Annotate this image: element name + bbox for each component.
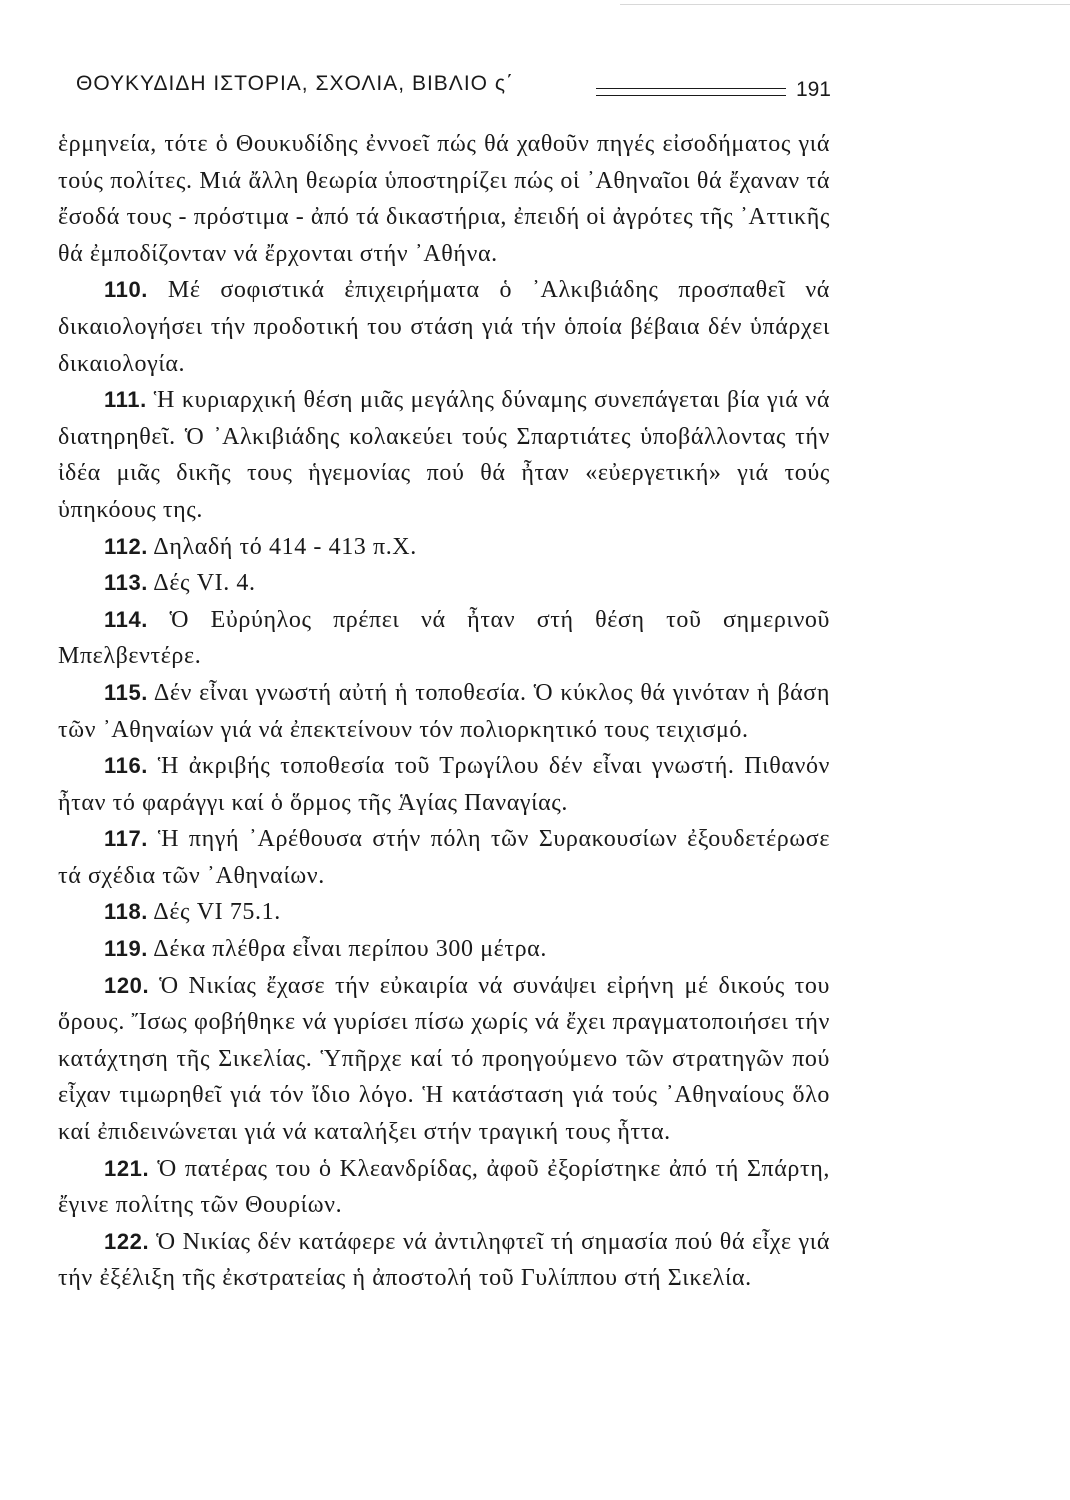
intro-paragraph: ἑρμηνεία, τότε ὁ Θουκυδίδης ἐννοεῖ πώς θά χαθοῦν πηγές εἰσοδήματος γιά τούς πολίτες. Μιά ἄλλη θεωρία ὑποστηρίζει πώς οἱ ᾿Αθηναῖοι θά ἔχαναν τά ἔσοδά τους - πρόστιμα - ἀπό τά δικαστήρια, ἐπειδή οἱ ἀγρότες τῆς ᾿Αττικῆς θά ἐμποδίζονταν νά ἔρχονται στήν ᾿Αθήνα. [58,131,830,267]
note-text: Ἡ πηγή ᾿Αρέθουσα στήν πόλη τῶν Συρακουσίων ἐξουδετέρωσε τά σχέδια τῶν ᾿Αθηναίων. [58,826,830,889]
note-number: 118. [104,899,149,925]
note-number: 116. [104,753,149,779]
note-text: Δές VI. 4. [153,570,256,597]
note-text: Δηλαδή τό 414 - 413 π.Χ. [153,533,417,560]
note-number: 121. [104,1155,150,1181]
note-paragraph [58,1224,830,1297]
note-paragraph [58,1151,830,1224]
note-number: 110. [104,277,149,303]
note-number: 113. [104,570,149,596]
note-number: 122. [104,1228,150,1254]
note-number: 119. [104,936,149,962]
note-paragraph [58,565,830,602]
note-paragraph [58,968,830,1151]
notes-list [58,272,830,1297]
note-text: Ἡ ἀκριβής τοποθεσία τοῦ Τρωγίλου δέν εἶναι γνωστή. Πιθανόν ἦταν τό φαράγγι καί ὁ ὅρμος τῆς Ἁγίας Παναγίας. [58,753,830,816]
note-text: Ὁ Νικίας ἔχασε τήν εὐκαιρία νά συνάψει εἰρήνη μέ δικούς του ὅρους. Ἴσως φοβήθηκε νά γυρίσει πίσω χωρίς νά ἔχει πραγματοποιήσει τήν κατάχτηση τῆς Σικελίας. Ὑπῆρχε καί τό προηγούμενο τῶν στρατηγῶν πού εἶχαν τιμωρηθεῖ γιά τόν ἴδιο λόγο. Ἡ κατάσταση γιά τούς ᾿Αθηναίους ὅλο καί ἐπιδεινώνεται γιά νά καταλήξει στήν τραγική τους ἧττα. [58,972,830,1146]
note-paragraph [58,529,830,566]
note-paragraph [58,748,830,821]
note-text: Ὁ πατέρας του ὁ Κλεανδρίδας, ἀφοῦ ἐξορίστηκε ἀπό τή Σπάρτη, ἔγινε πολίτης τῶν Θουρίων. [58,1155,830,1219]
scan-edge-line [620,4,1070,5]
note-number: 112. [104,533,149,559]
note-text: Ὁ Εὐρύηλος πρέπει νά ἦταν στή θέση τοῦ σημερινοῦ Μπελβεντέρε. [58,606,830,670]
note-paragraph [58,272,830,382]
page-header [76,66,831,106]
note-number: 120. [104,972,150,998]
note-paragraph [58,602,830,675]
note-paragraph [58,675,830,748]
note-number: 114. [104,606,149,632]
note-number: 117. [104,826,149,852]
notes-body [58,126,830,1297]
note-text: Ἡ κυριαρχική θέση μιᾶς μεγάλης δύναμης συνεπάγεται βία γιά νά διατηρηθεῖ. Ὁ ᾿Αλκιβιάδης κολακεύει τούς Σπαρτιάτες ὑποβάλλοντας τήν ἰδέα μιᾶς δικῆς τους ἡγεμονίας πού θά ἦταν «εὐεργετική» γιά τούς ὑπηκόους της. [58,387,830,523]
note-text: Μέ σοφιστικά ἐπιχειρήματα ὁ ᾿Αλκιβιάδης προσπαθεῖ νά δικαιολογήσει τήν προδοτική του στάση γιά τήν ὁποία βέβαια δέν ὑπάρχει δικαιολογία. [58,277,830,377]
note-number: 115. [104,679,149,705]
note-paragraph [58,382,830,528]
note-text: Δές VI 75.1. [153,899,281,926]
note-text: Ὁ Νικίας δέν κατάφερε νά ἀντιληφτεῖ τή σημασία πού θά εἶχε γιά τήν ἐξέλιξη τῆς ἐκστρατείας ἡ ἀποστολή τοῦ Γυλίππου στή Σικελία. [58,1228,830,1292]
note-paragraph [58,821,830,894]
note-number: 111. [104,387,147,413]
note-text: Δέκα πλέθρα εἶναι περίπου 300 μέτρα. [153,936,547,963]
note-paragraph [58,894,830,931]
note-text: Δέν εἶναι γνωστή αὐτή ἡ τοποθεσία. Ὁ κύκλος θά γινόταν ἡ βάση τῶν ᾿Αθηναίων γιά νά ἐπεκτείνουν τόν πολιορκητικό τους τειχισμό. [58,679,830,743]
note-paragraph [58,931,830,968]
page-number: 191 [795,78,831,101]
header-double-rule [596,88,786,96]
running-title: ΘΟΥΚΥΔΙΔΗ ΙΣΤΟΡΙΑ, ΣΧΟΛΙΑ, ΒΙΒΛΙΟ ς΄ [76,72,514,95]
